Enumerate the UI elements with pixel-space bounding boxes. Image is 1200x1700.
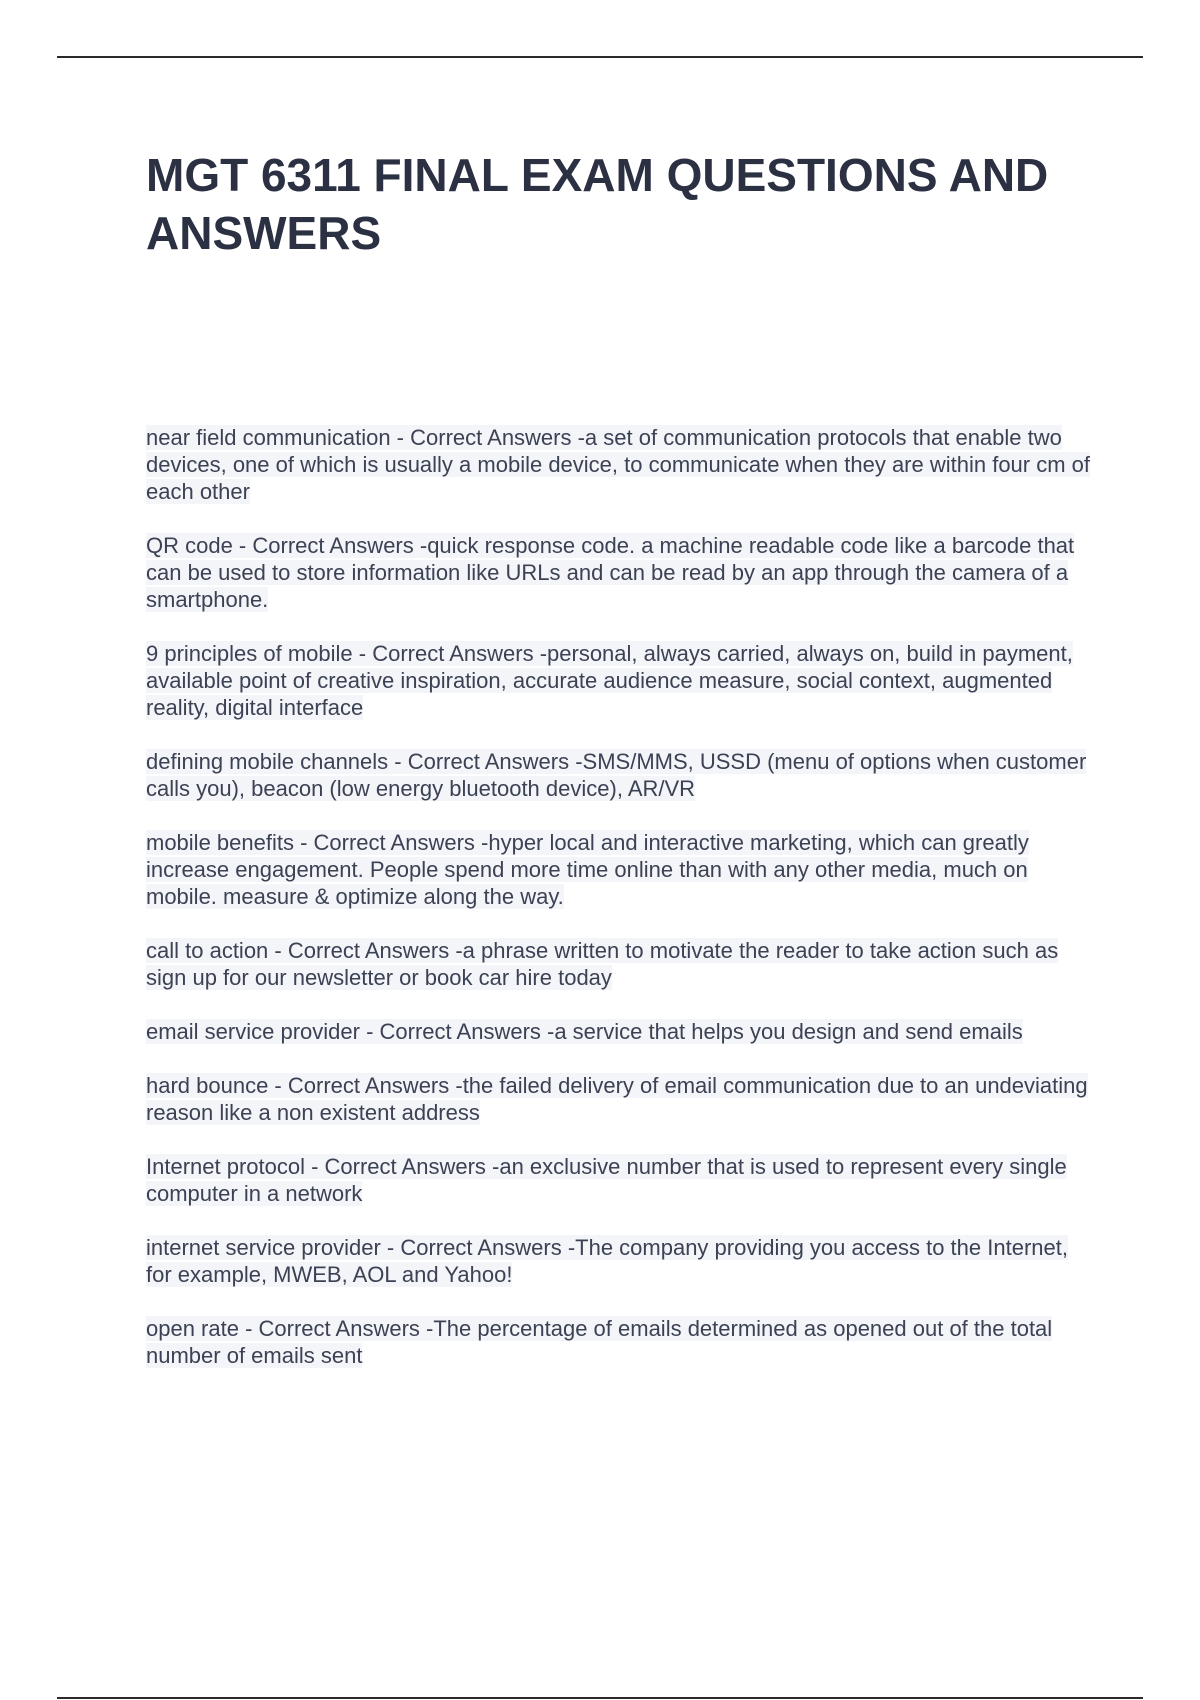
list-item (146, 1315, 1096, 1369)
list-item (146, 532, 1096, 613)
list-item (146, 1153, 1096, 1207)
list-item (146, 1234, 1096, 1288)
list-item (146, 424, 1096, 505)
list-item (146, 640, 1096, 721)
qa-text: near field communication - Correct Answers -a set of communication protocols that enable two devices, one of which is usually a mobile device, to communicate when they are within four cm of each other (146, 425, 1091, 504)
bottom-rule (57, 1697, 1143, 1699)
top-rule (57, 56, 1143, 58)
qa-text: defining mobile channels - Correct Answers -SMS/MMS, USSD (menu of options when customer calls you), beacon (low energy bluetooth device), AR/VR (146, 749, 1087, 801)
qa-text: open rate - Correct Answers -The percentage of emails determined as opened out of the total number of emails sent (146, 1316, 1053, 1368)
list-item (146, 748, 1096, 802)
list-item (146, 1072, 1096, 1126)
qa-text: call to action - Correct Answers -a phrase written to motivate the reader to take action such as sign up for our newsletter or book car hire today (146, 938, 1059, 990)
list-item (146, 829, 1096, 910)
qa-text: 9 principles of mobile - Correct Answers -personal, always carried, always on, build in payment, available point of creative inspiration, accurate audience measure, social context, augmented reality, digital interface (146, 641, 1073, 720)
qa-text: email service provider - Correct Answers -a service that helps you design and send emails (146, 1019, 1023, 1044)
qa-list (146, 424, 1096, 1396)
list-item (146, 1018, 1096, 1045)
page-title: MGT 6311 FINAL EXAM QUESTIONS AND ANSWERS (146, 149, 1049, 259)
qa-text: mobile benefits - Correct Answers -hyper local and interactive marketing, which can greatly increase engagement. People spend more time online than with any other media, much on mobile. measure & optimize along the way. (146, 830, 1029, 909)
qa-text: internet service provider - Correct Answers -The company providing you access to the Internet, for example, MWEB, AOL and Yahoo! (146, 1235, 1068, 1287)
list-item (146, 937, 1096, 991)
qa-text: Internet protocol - Correct Answers -an exclusive number that is used to represent every single computer in a network (146, 1154, 1067, 1206)
qa-text: QR code - Correct Answers -quick response code. a machine readable code like a barcode that can be used to store information like URLs and can be read by an app through the camera of a smartphone. (146, 533, 1075, 612)
qa-text: hard bounce - Correct Answers -the failed delivery of email communication due to an undeviating reason like a non existent address (146, 1073, 1088, 1125)
